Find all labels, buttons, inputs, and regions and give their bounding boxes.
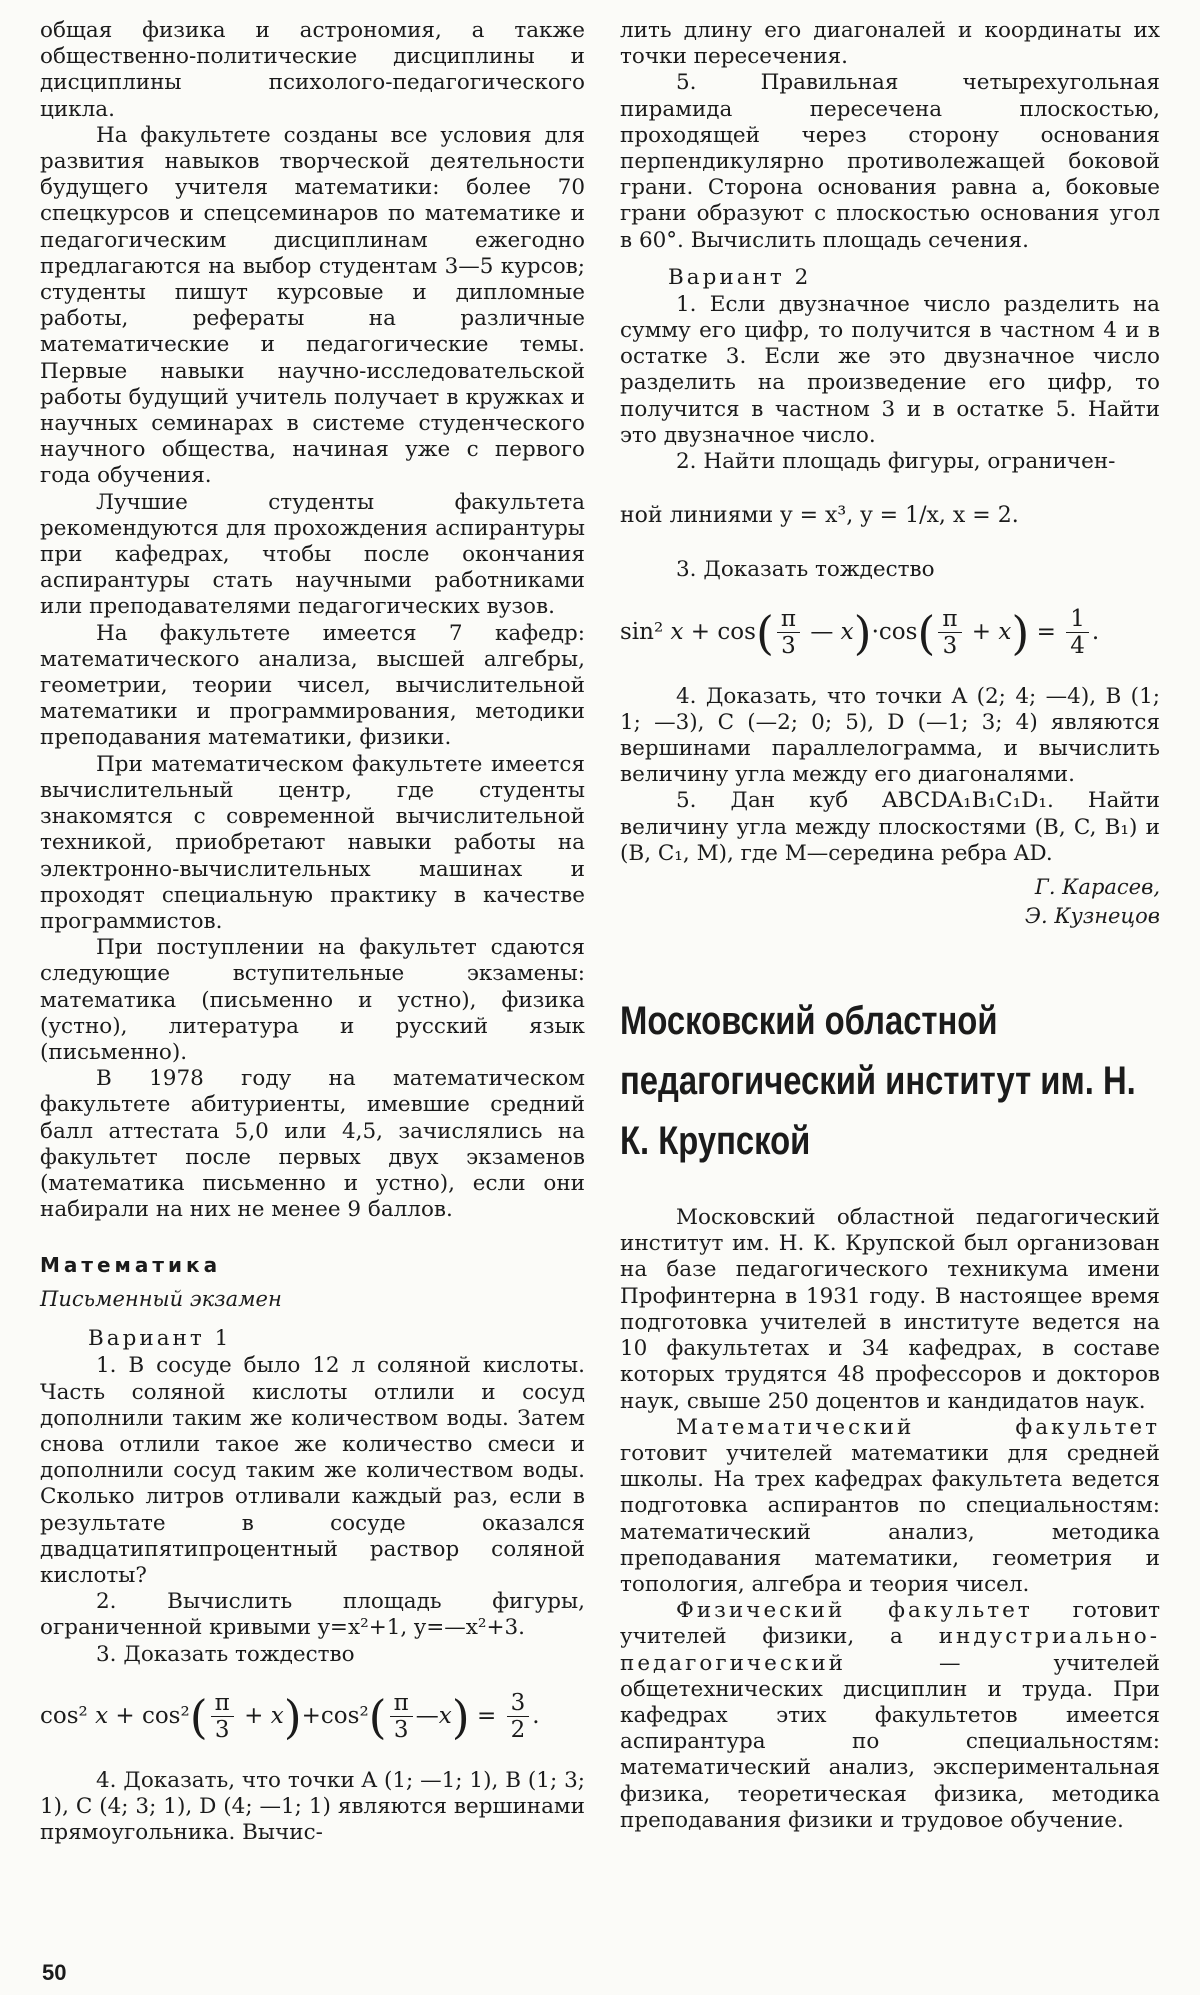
task: 1. В сосуде было 12 л соляной кислоты. Часть соляной кислоты отлили и сосуд дополнили таким же количеством воды. Затем снова отлили такое же количество смеси и дополнили сосуд таким же количеством воды. Сколько литров отливали каждый раз, если в результате в сосуде оказался двадцатипятипроцентный раствор соляной кислоты? [40,1353,585,1588]
task: 4. Доказать, что точки A (1; —1; 1), B (1; 3; 1), C (4; 3; 1), D (4; —1; 1) являются вершинами прямоугольника. Вычис- [40,1767,585,1846]
paragraph-text: — учителей общетехнических дисциплин и труда. При кафедрах этих факультетов имеется аспирантура по специальностям: математический анализ, экспериментальная физика, теоретическая физика, методика преподавания физики и трудовое обучение. [620,1650,1160,1833]
paragraph: На факультете созданы все условия для развития навыков творческой деятельности будущего учителя математики: более 70 спецкурсов и спецсеминаров по математике и педагогическим дисциплинам ежегодно предлагаются на выбор студентам 3—5 курсов; студенты пишут курсовые и дипломные работы, рефераты на различные математические и педагогические темы. Первые навыки научно-исследовательской работы будущий учитель получает в кружках и научных семинарах в системе студенческого научного общества, начиная уже с первого года обучения. [40,122,585,489]
paragraph [620,1415,1160,1598]
paragraph: При математическом факультете имеется вычислительный центр, где студенты знакомятся с современной вычислительной техникой, приобретают навыки работы на электронно-вычислительных машинах и проходят специальную практику в качестве программистов. [40,751,585,934]
task: 1. Если двузначное число разделить на сумму его цифр, то получится в частном 4 и в остатке 3. Если же это двузначное число разделить на произведение его цифр, то получится в частном 3 и в остатке 5. Найти это двузначное число. [620,291,1160,448]
subsection-heading: Письменный экзамен [40,1287,282,1312]
spaced-term: индустриально-педагогический [620,1624,1161,1676]
identity-formula-2: sin² x + cos( $\frac{\pi}{3}$ — x)·cos( $\frac{\pi}{3}$ + x) = $\frac{1}{4}$ . [620,605,1100,660]
spaced-term: Математический факультет [676,1414,1160,1440]
paragraph: общая физика и астрономия, а также общественно-политические дисциплины и дисциплины психолого-педагогического цикла. [40,18,585,122]
task: 5. Правильная четырехугольная пирамида пересечена плоскостью, проходящей через сторону основания перпендикулярно противолежащей боковой грани. Сторона основания равна a, боковые грани образуют с плоскостью основания угол в 60°. Вычислить площадь сечения. [620,70,1160,253]
section-heading: Математика [40,1253,222,1278]
signature-block [620,873,1160,931]
task: 5. Дан куб ABCDA₁B₁C₁D₁. Найти величину угла между плоскостями (B, C, B₁) и (B, C₁, M), где M—середина ребра AD. [620,788,1160,866]
paragraph: Лучшие студенты факультета рекомендуются для прохождения аспирантуры при кафедрах, чтобы после окончания аспирантуры стать научными работниками или преподавателями педагогических вузов. [40,489,585,620]
task-continuation: лить длину его диагоналей и координаты их точки пересечения. [620,18,1160,70]
paragraph: В 1978 году на математическом факультете абитуриенты, имевшие средний балл аттестата 5,0 или 4,5, зачислялись на факультет после первых двух экзаменов (математика письменно и устно), если они набирали на них не менее 9 баллов. [40,1066,585,1223]
task: 4. Доказать, что точки A (2; 4; —4), B (1; 1; —3), C (—2; 0; 5), D (—1; 3; 4) являются вершинами параллелограмма, и вычислить величину угла между его диагоналями. [620,683,1160,788]
area-formula: ной линиями y = x³, y = 1/x, x = 2. [620,503,1019,529]
task: 3. Доказать тождество [676,557,935,583]
identity-formula-1: cos² x + cos²( $\frac{\pi}{3}$ + x)+cos²( $\frac{\pi}{3}$ —x) = $\frac{3}{2}$ . [40,1689,540,1744]
paragraph: Московский областной педагогический институт им. Н. К. Крупской был организован на базе педагогического техникума имени Профинтерна в 1931 году. В настоящее время подготовка учителей в институте ведется на 10 факультетах и 34 кафедрах, в составе которых трудятся 48 профессоров и докторов наук, свыше 250 доцентов и кандидатов наук. [620,1205,1160,1414]
spaced-term: Физический факультет [676,1598,1033,1624]
right-column [620,18,1160,1834]
variant-heading: Вариант 1 [88,1326,232,1352]
task: 2. Найти площадь фигуры, ограничен- [676,449,1116,475]
author: Г. Карасев, [1034,875,1160,900]
left-column [40,18,585,1846]
paragraph [620,1598,1160,1834]
article-title: Московский областной педагогический институт им. Н. К. Крупской [620,999,1136,1164]
task: 2. Вычислить площадь фигуры, ограниченной кривыми y=x²+1, y=—x²+3. [40,1589,585,1641]
paragraph-text: готовит учителей физики, а [620,1598,1160,1650]
paragraph-text: готовит учителей математики для средней школы. На трех кафедрах факультета ведется подготовка аспирантов по специальностям: математический анализ, методика преподавания математики, геометрия и топология, алгебра и теория чисел. [620,1440,1160,1597]
task: 3. Доказать тождество [96,1641,355,1667]
paragraph: При поступлении на факультет сдаются следующие вступительные экзамены: математика (письменно и устно), физика (устно), литература и русский язык (письменно). [40,935,585,1065]
page-number: 50 [42,1960,67,1985]
author: Э. Кузнецов [1024,904,1160,929]
variant-heading: Вариант 2 [668,264,812,290]
paragraph: На факультете имеется 7 кафедр: математического анализа, высшей алгебры, геометрии, теории чисел, вычислительной математики и программирования, методики преподавания математики, физики. [40,620,585,751]
